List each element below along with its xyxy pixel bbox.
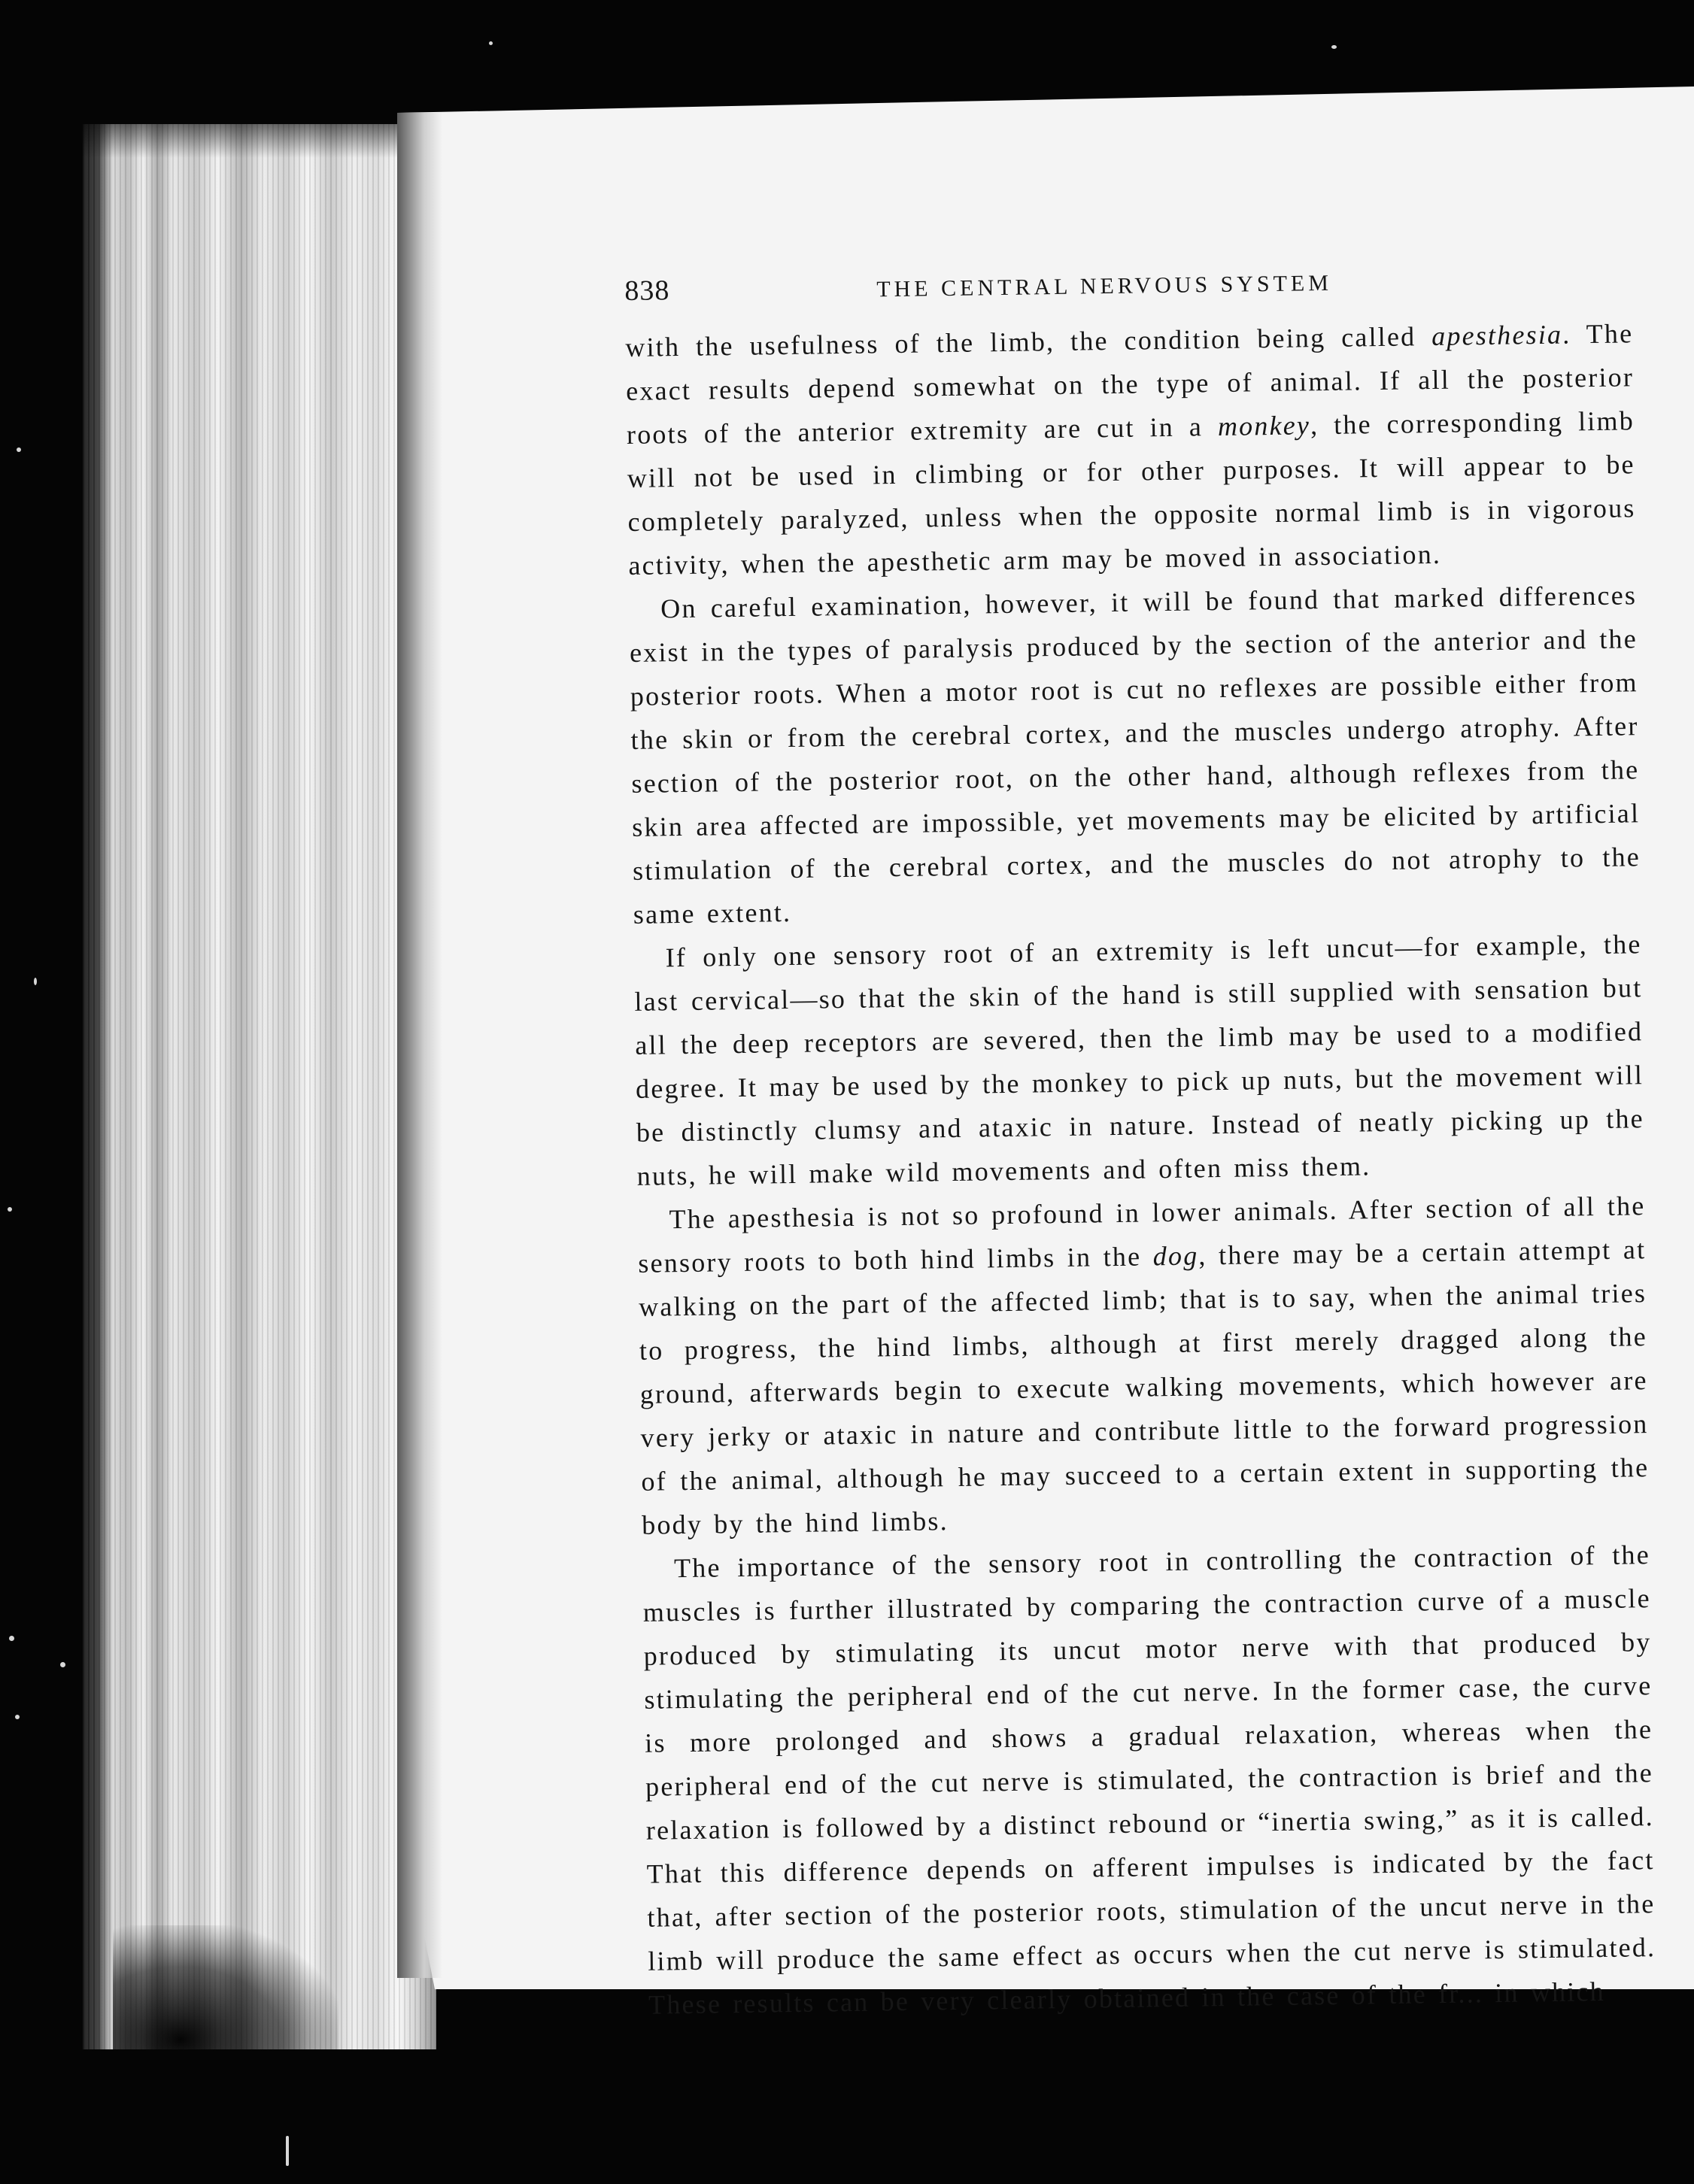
background-speck: [9, 1636, 14, 1641]
text-segment: On careful examination, however, it will be found that marked differences exist in the types of paralysis produced by the section of the anterior and the posterior roots. When a motor root is cut no reflexes are possible either from the skin or from the cerebral cortex, and the muscles undergo atrophy. After section of the posterior root, on the other hand, although reflexes from the skin area affected are impossible, yet movements may be elicited by artificial stimulation of the cerebral cortex, and the muscles do not atrophy to the same extent.: [629, 580, 1641, 930]
background-speck: [1331, 45, 1337, 49]
text-segment: with the usefulness of the limb, the condition being called: [625, 321, 1432, 362]
italic-term: apesthesia: [1431, 319, 1563, 352]
background-speck: [489, 41, 493, 45]
paragraph: [629, 573, 1641, 936]
background-speck: [8, 1207, 12, 1212]
book-bottom-shadow: [113, 1925, 338, 2068]
background-speck: [60, 1662, 65, 1667]
page-text-block: [624, 260, 1656, 2026]
page-number: 838: [624, 275, 670, 307]
paragraph: [633, 922, 1645, 1198]
text-segment: . The exact results depend somewhat on the type of animal. If all the posterior roots of the anterior extremity are cut in a: [625, 318, 1635, 450]
body-text: [625, 311, 1656, 2026]
text-segment: The importance of the sensory root in controlling the contraction of the muscles is further illustrated by comparing the contraction curve of a muscle produced by stimulating its uncut motor nerve with that produced by stimulating the peripheral end of the cut nerve. In the former case, the curve is more prolonged and shows a gradual relaxation, whereas when the peripheral end of the cut nerve is stimulated, the contraction is brief and the relaxation is followed by a distinct rebound or “inertia swing,” as it is called. That this difference depends on afferent impulses is indicated by the fact that, after section of the posterior roots, stimulation of the uncut nerve in the limb will produce the same effect as occurs when the cut nerve is stimulated. These results can be very clearly obtained in the case of the fr... in which: [642, 1539, 1656, 2020]
text-segment: , there may be a certain attempt at walking on the part of the affected limb; that is to say, when the animal tries to progress, the hind limbs, although at first merely dragged along the ground, afterwards begin to execute walking movements, which however are very jerky or ataxic in nature and contribute little to the forward progression of the animal, although he may succeed to a certain extent in supporting the body by the hind limbs.: [638, 1234, 1650, 1540]
background-speck: [34, 978, 37, 985]
book-top-shadow: [83, 98, 436, 158]
running-head-title: THE CENTRAL NERVOUS SYSTEM: [876, 270, 1333, 302]
background-speck: [286, 2136, 289, 2166]
italic-term: dog: [1152, 1240, 1199, 1272]
paragraph: [642, 1533, 1657, 2027]
italic-term: monkey: [1217, 410, 1311, 442]
background-speck: [15, 1715, 20, 1719]
text-segment: If only one sensory root of an extremity is left uncut—for example, the last cervical—so that the skin of the hand is still supplied with sensation but all the deep receptors are severed, then the limb may be used to a modified degree. It may be used by the monkey to pick up nuts, but the movement will be distinctly clumsy and ataxic in nature. Instead of neatly picking up the nuts, he will make wild movements and often miss them.: [634, 929, 1645, 1191]
book-page-edges: [83, 124, 436, 2049]
text-segment: The apesthesia is not so profound in lower animals. After section of all the sensory roots to both hind limbs in the: [638, 1191, 1646, 1279]
paragraph: [637, 1184, 1650, 1547]
text-segment: , the corresponding limb will not be used in climbing or for other purposes. It will appear to be completely paralyzed, unless when the opposite normal limb is in vigorous activity, when the apesthetic arm may be moved in association.: [627, 405, 1636, 581]
background-speck: [17, 447, 21, 452]
page-gutter-shadow: [397, 113, 442, 1978]
paragraph: [625, 311, 1637, 587]
